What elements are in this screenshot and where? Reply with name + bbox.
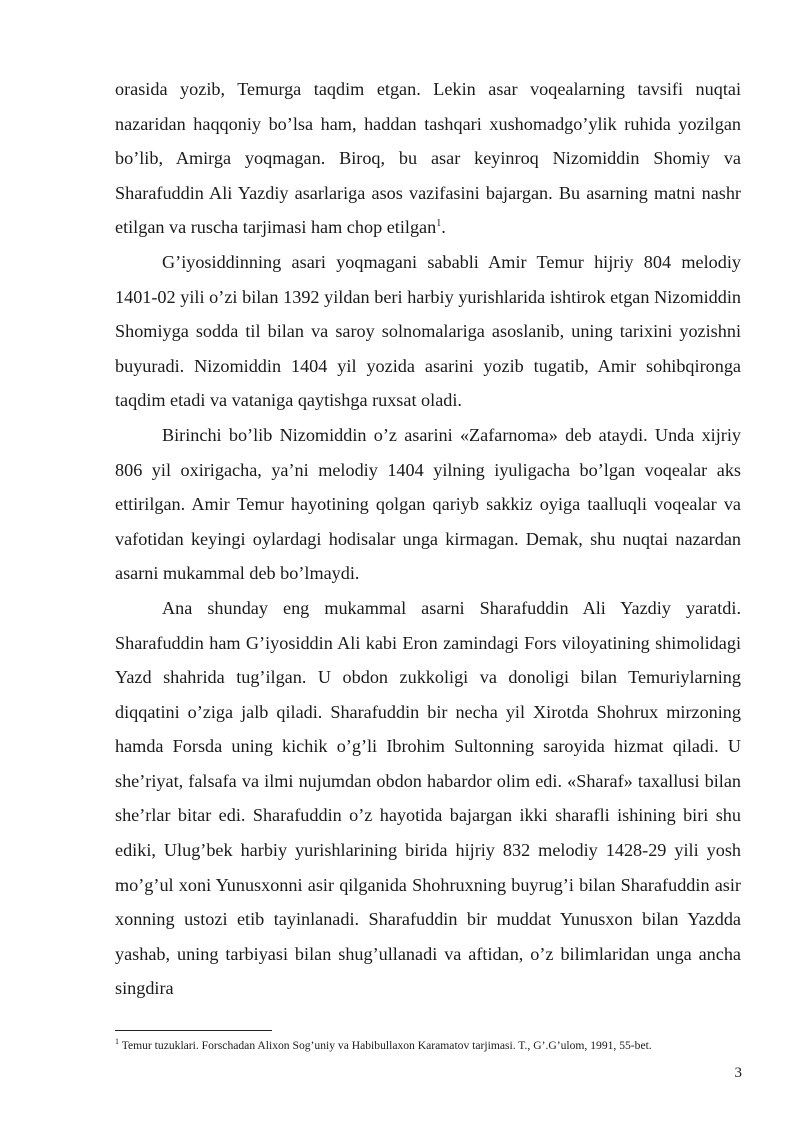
body-text bbox=[115, 72, 741, 1006]
paragraph-1 bbox=[115, 72, 741, 245]
paragraph-1-tail: . bbox=[441, 217, 446, 238]
paragraph-4: Ana shunday eng mukammal asarni Sharafuddin Ali Yazdiy yaratdi. Sharafuddin ham G’iyosiddin Ali kabi Eron zamindagi Fors viloyatining shimolidagi Yazd shahrida tug’ilgan. U obdon zukkoligi va donoligi bilan Temuriylarning diqqatini o’ziga jalb qiladi. Sharafuddin bir necha yil Xirotda Shohrux mirzoning hamda Forsda uning kichik o’g’li Ibrohim Sultonning saroyida hizmat qiladi. U she’riyat, falsafa va ilmi nujumdan obdon habardor olim edi. «Sharaf» taxallusi bilan she’rlar bitar edi. Sharafuddin o’z hayotida bajargan ikki sharafli ishining biri shu ediki, Ulug’bek harbiy yurishlarining birida hijriy 832 melodiy 1428-29 yili yosh mo’g’ul xoni Yunusxonni asir qilganida Shohruxning buyrug’i bilan Sharafuddin asir xonning ustozi etib tayinlanadi. Sharafuddin bir muddat Yunusxon bilan Yazdda yashab, uning tarbiyasi bilan shug’ullanadi va aftidan, o’z bilimlaridan unga ancha singdira bbox=[115, 597, 741, 999]
footnote-marker: 1 bbox=[115, 1037, 119, 1047]
footnote bbox=[115, 1039, 755, 1053]
paragraph-1-text: orasida yozib, Temurga taqdim etgan. Lekin asar voqealarning tavsifi nuqtai nazaridan haqqoniy bo’lsa ham, haddan tashqari xushomadgo’ylik ruhida yozilgan bo’lib, Amirga yoqmagan. Biroq, bu asar keyinroq Nizomiddin Shomiy va Sharafuddin Ali Yazdiy asarlariga asos vazifasini bajargan. Bu asarning matni nashr etilgan va ruscha tarjimasi ham chop etilgan bbox=[115, 79, 741, 238]
paragraph-2: G’iyosiddinning asari yoqmagani sababli Amir Temur hijriy 804 melodiy 1401-02 yili o’zi bilan 1392 yildan beri harbiy yurishlarida ishtirok etgan Nizomiddin Shomiyga sodda til bilan va saroy solnomalariga asoslanib, uning tarixini yozishni buyuradi. Nizomiddin 1404 yil yozida asarini yozib tugatib, Amir sohibqironga taqdim etadi va vataniga qaytishga ruxsat oladi. bbox=[115, 251, 741, 411]
footnote-text: Temur tuzuklari. Forschadan Alixon Sog’uniy va Habibullaxon Karamatov tarjimasi. T., G’.G’ulom, 1991, 55-bet. bbox=[119, 1039, 652, 1052]
footnote-separator bbox=[115, 1030, 272, 1031]
page-number: 3 bbox=[734, 1065, 742, 1081]
footnote-reference[interactable]: 1 bbox=[436, 218, 442, 230]
paragraph-3: Birinchi bo’lib Nizomiddin o’z asarini «Zafarnoma» deb ataydi. Unda xijriy 806 yil oxirigacha, ya’ni melodiy 1404 yilning iyuligacha bo’lgan voqealar aks ettirilgan. Amir Temur hayotining qolgan qariyb sakkiz oyiga taalluqli voqealar va vafotidan keyingi oylardagi hodisalar unga kirmagan. Demak, shu nuqtai nazardan asarni mukammal deb bo’lmaydi. bbox=[115, 424, 741, 584]
